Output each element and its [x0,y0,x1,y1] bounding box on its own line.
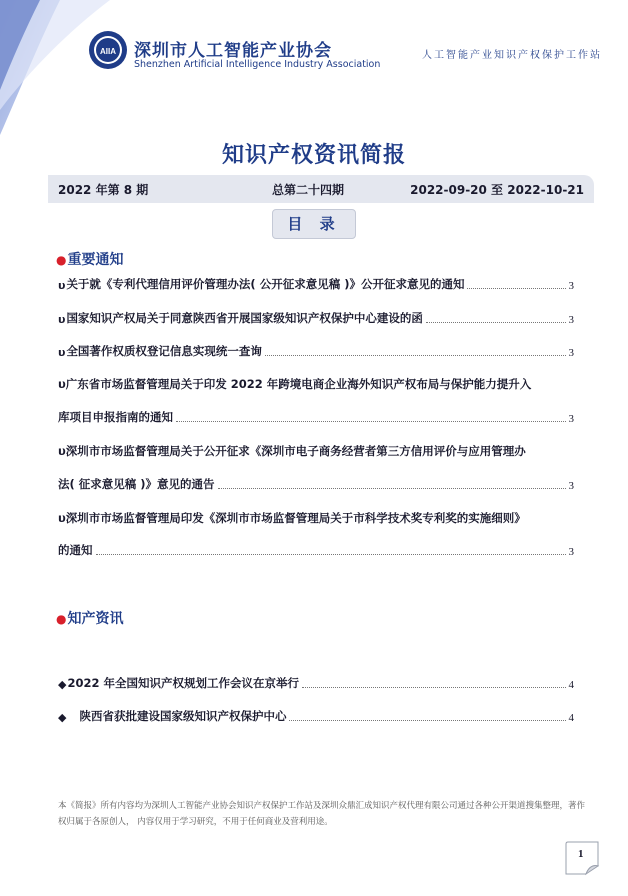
logo-text: AIIA [100,47,116,56]
leader-dots [265,355,566,356]
toc-item-title: 关于就《专利代理信用评价管理办法( 公开征求意见稿 )》公开征求意见的通知 [66,277,465,291]
toc-item-title: 陕西省获批建设国家级知识产权保护中心 [67,709,287,723]
toc-item-line2[interactable] [58,542,574,558]
toc-heading: 目 录 [272,209,356,239]
page-number: 1 [578,848,584,860]
diamond-bullet-icon: ◆ [58,678,67,691]
leader-dots [467,288,565,289]
issue-total: 总第二十四期 [272,183,345,197]
toc-item-title: 2022 年全国知识产权规划工作会议在京举行 [67,676,299,690]
leader-dots [289,720,565,721]
section-heading-label: 知产资讯 [67,611,124,627]
bullet-icon: υ [58,279,66,292]
header-corner-art [0,0,628,140]
station-name: 人工智能产业知识产权保护工作站 [422,50,602,61]
issue-bar [48,175,594,203]
toc-item-page: 4 [568,679,574,691]
leader-dots [176,421,566,422]
toc-item-page: 3 [568,546,574,558]
org-name-en: Shenzhen Artificial Intelligence Industry Association [134,59,381,70]
toc-item-title-cont: 库项目申报指南的通知 [58,410,173,424]
toc-item-page: 3 [568,480,574,492]
leader-dots [302,687,566,688]
toc-item-line1[interactable] [58,443,526,459]
org-name-cn: 深圳市人工智能产业协会 [134,41,332,61]
bullet-icon: υ [58,313,66,326]
toc-item-page: 4 [568,712,574,724]
toc-item[interactable] [58,276,574,292]
toc-item-title: 国家知识产权局关于同意陕西省开展国家级知识产权保护中心建设的函 [66,311,423,325]
section-heading-important [56,249,123,269]
toc-item-line1[interactable] [58,376,531,392]
toc-item-line2[interactable] [58,409,574,425]
document-title: 知识产权资讯简报 [221,143,406,168]
toc-item[interactable] [58,708,574,724]
toc-item-line1[interactable] [58,510,526,526]
toc-item-title: 广东省市场监督管理局关于印发 2022 年跨境电商企业海外知识产权布局与保护能力提升入 [65,377,532,391]
bullet-icon: υ [58,444,66,458]
leader-dots [426,322,566,323]
toc-item-page: 3 [568,347,574,359]
issue-dates: 2022-09-20 至 2022-10-21 [410,183,584,197]
red-dot-icon: ● [56,612,67,626]
footer-disclaimer: 本《简报》所有内容均为深圳人工智能产业协会知识产权保护工作站及深圳众鼎汇成知识产权代理有限公司通过各种公开渠道搜集整理，著作权归属于各原创人， 内容仅用于学习研究，不用于任何商业及营利用途。 [58,801,586,827]
aiia-logo [88,30,128,70]
toc-item-title: 深圳市市场监督管理局关于公开征求《深圳市电子商务经营者第三方信用评价与应用管理办 [65,444,526,458]
red-dot-icon: ● [56,253,67,267]
toc-item[interactable] [58,310,574,326]
section-heading-label: 重要通知 [67,252,124,268]
toc-item-line2[interactable] [58,476,574,492]
issue-number: 2022 年第 8 期 [58,183,149,197]
section-heading-ip-news [56,608,123,628]
bullet-icon: υ [58,511,66,525]
bullet-icon: υ [58,377,66,391]
leader-dots [218,488,566,489]
toc-item[interactable] [58,343,574,359]
toc-item-title-cont: 法( 征求意见稿 )》意见的通告 [58,477,215,491]
leader-dots [96,554,566,555]
toc-item-title: 全国著作权质权登记信息实现统一查询 [66,344,262,358]
toc-item-title: 深圳市市场监督管理局印发《深圳市市场监督管理局关于市科学技术奖专利奖的实施细则》 [65,511,526,525]
toc-item[interactable] [58,675,574,691]
bullet-icon: υ [58,346,66,359]
toc-item-page: 3 [568,314,574,326]
toc-item-page: 3 [568,413,574,425]
toc-item-page: 3 [568,280,574,292]
diamond-bullet-icon: ◆ [58,711,67,724]
toc-item-title-cont: 的通知 [58,543,93,557]
